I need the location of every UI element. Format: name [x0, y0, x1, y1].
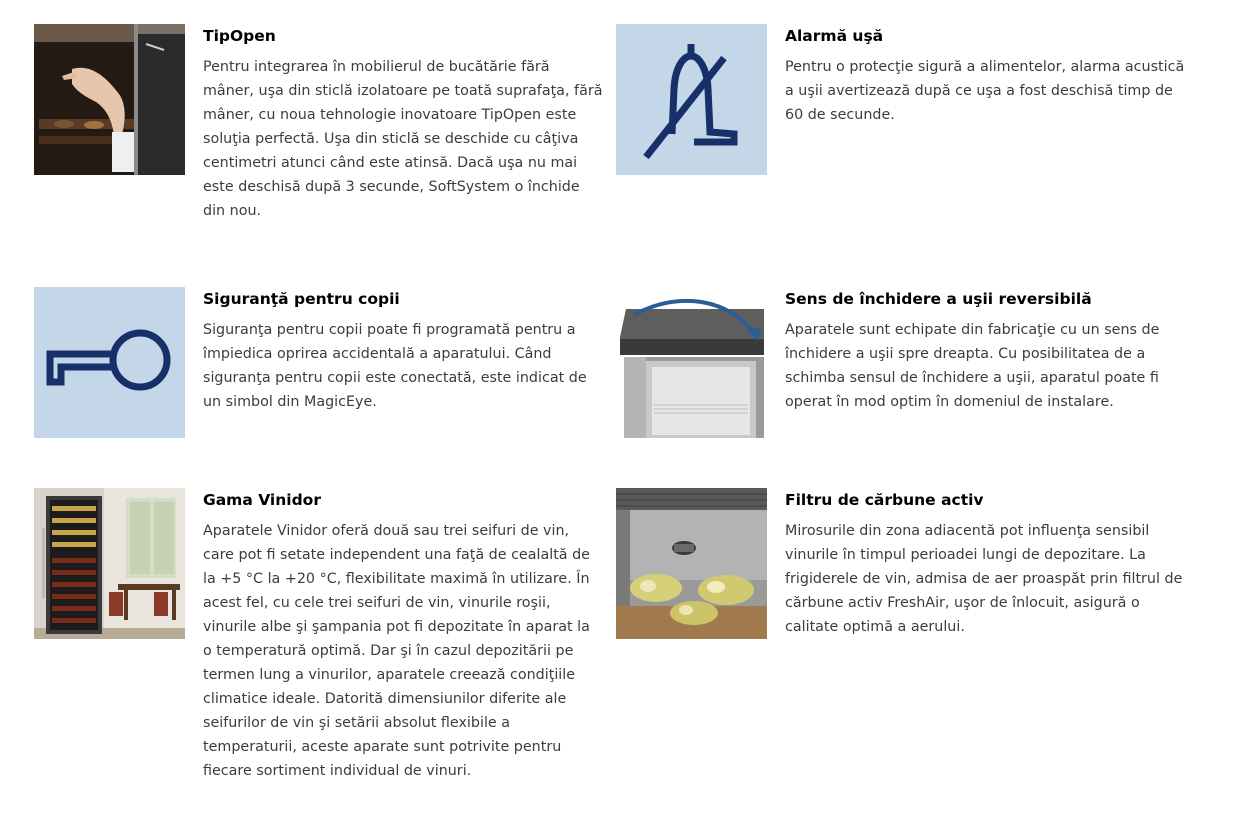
feature-description: Siguranţa pentru copii poate fi programată pentru a împiedica oprirea accidentală a aparatului. Când siguranţa pentru copii este conectată, este indicat de un simbol din MagicEye. [203, 322, 587, 410]
reversible-door-photo [616, 287, 767, 438]
feature-title: Filtru de cărbune activ [785, 491, 984, 509]
vinidor-photo [34, 488, 185, 639]
feature-description: Aparatele Vinidor oferă două sau trei seifuri de vin, care pot fi setate independent una faţă de cealaltă de la +5 °C la +20 °C, flexibilitate maximă în utilizare. În acest fel, cu cele trei seifuri de vin, vinurile roşii, vinurile albe şi şampania pot fi depozitate în aparat la o temperatură optimă. Dar şi în cazul depozitării pe termen lung a vinurilor, aparatele creează condiţiile climatice ideale. Datorită dimensiunilor diferite ale seifurilor de vin şi setării absolut flexibile a temperaturii, aceste aparate sunt potrivite pentru fiecare sortiment individual de vinuri. [203, 523, 590, 779]
feature-description: Pentru o protecţie sigură a alimentelor, alarma acustică a uşii avertizează după ce uşa a fost deschisă timp de 60 de secunde. [785, 59, 1185, 123]
feature-title: Sens de închidere a uşii reversibilă [785, 290, 1092, 308]
tipopen-photo [34, 24, 185, 175]
feature-description: Aparatele sunt echipate din fabricaţie cu un sens de închidere a uşii spre dreapta. Cu posibilitatea de a schimba sensul de închidere a uşii, aparatul poate fi operat în mod optim în domeniul de instalare. [785, 322, 1160, 410]
feature-title: TipOpen [203, 27, 276, 45]
feature-description: Mirosurile din zona adiacentă pot influenţa sensibil vinurile în timpul perioadei lungi de depozitare. La frigiderele de vin, admisa de aer proaspăt prin filtrul de cărbune activ FreshAir, uşor de înlocuit, asigură o calitate optimă a aerului. [785, 523, 1183, 635]
feature-title: Gama Vinidor [203, 491, 321, 509]
key-icon [34, 287, 185, 438]
feature-title: Siguranţă pentru copii [203, 290, 400, 308]
feature-description: Pentru integrarea în mobilierul de bucătărie fără mâner, uşa din sticlă izolatoare pe toată suprafaţa, fără mâner, cu noua tehnologie inovatoare TipOpen este soluţia perfectă. Uşa din sticlă se deschide cu câţiva centimetri atunci când este atinsă. Dacă uşa nu mai este deschisă după 3 secunde, SoftSystem o închide din nou. [203, 59, 603, 219]
bell-alarm-icon [616, 24, 767, 175]
feature-title: Alarmă uşă [785, 27, 884, 45]
charcoal-filter-photo [616, 488, 767, 639]
